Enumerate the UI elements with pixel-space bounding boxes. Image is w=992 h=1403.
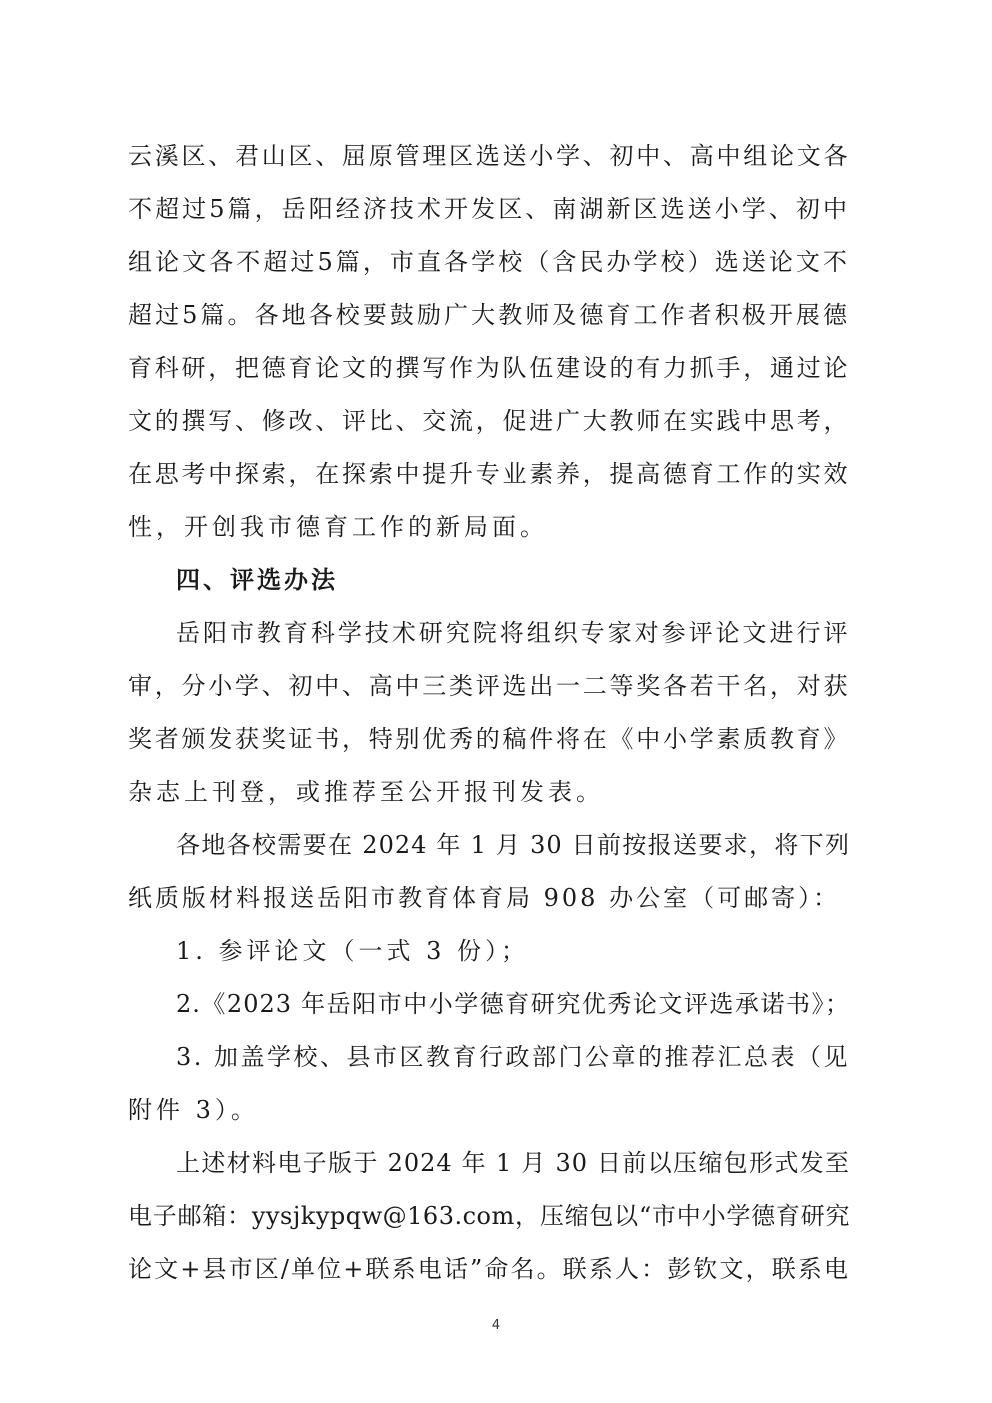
paragraph-line: 电子邮箱：yysjkypqw@163.com，压缩包以“市中小学德育研究 <box>128 1202 850 1230</box>
paragraph-line: 各地各校需要在 2024 年 1 月 30 日前按报送要求，将下列 <box>176 831 850 859</box>
paragraph-line: 在思考中探索，在探索中提升专业素养，提高德育工作的实效 <box>128 460 850 488</box>
paragraph-line: 文的撰写、修改、评比、交流，促进广大教师在实践中思考， <box>128 407 850 435</box>
paragraph-line: 审，分小学、初中、高中三类评选出一二等奖各若干名，对获 <box>128 672 850 700</box>
page-number: 4 <box>491 1318 501 1333</box>
paragraph-line: 论文+县市区/单位+联系电话”命名。联系人：彭钦文，联系电 <box>128 1255 850 1283</box>
list-item-continuation: 附件 3）。 <box>128 1096 259 1124</box>
list-item: 1. 参评论文（一式 3 份）； <box>176 937 530 965</box>
paragraph-line: 育科研，把德育论文的撰写作为队伍建设的有力抓手，通过论 <box>128 354 850 382</box>
paragraph-line: 超过5篇。各地各校要鼓励广大教师及德育工作者积极开展德 <box>128 301 850 329</box>
paragraph-line: 纸质版材料报送岳阳市教育体育局 908 办公室（可邮寄）： <box>128 884 841 912</box>
paragraph-line: 奖者颁发获奖证书，特别优秀的稿件将在《中小学素质教育》 <box>128 725 850 753</box>
paragraph-line: 不超过5篇，岳阳经济技术开发区、南湖新区选送小学、初中 <box>128 195 850 223</box>
paragraph-line: 杂志上刊登，或推荐至公开报刊发表。 <box>128 778 604 806</box>
list-item: 2.《2023 年岳阳市中小学德育研究优秀论文评选承诺书》； <box>176 990 850 1018</box>
paragraph-line: 上述材料电子版于 2024 年 1 月 30 日前以压缩包形式发至 <box>176 1149 850 1177</box>
paragraph-line: 组论文各不超过5篇，市直各学校（含民办学校）选送论文不 <box>128 248 850 276</box>
list-item: 3. 加盖学校、县市区教育行政部门公章的推荐汇总表（见 <box>176 1043 851 1071</box>
paragraph-line: 云溪区、君山区、屈原管理区选送小学、初中、高中组论文各 <box>128 142 850 170</box>
paragraph-line: 岳阳市教育科学技术研究院将组织专家对参评论文进行评 <box>176 619 850 647</box>
paragraph-line: 性，开创我市德育工作的新局面。 <box>128 513 548 541</box>
section-heading: 四、评选办法 <box>176 566 338 594</box>
